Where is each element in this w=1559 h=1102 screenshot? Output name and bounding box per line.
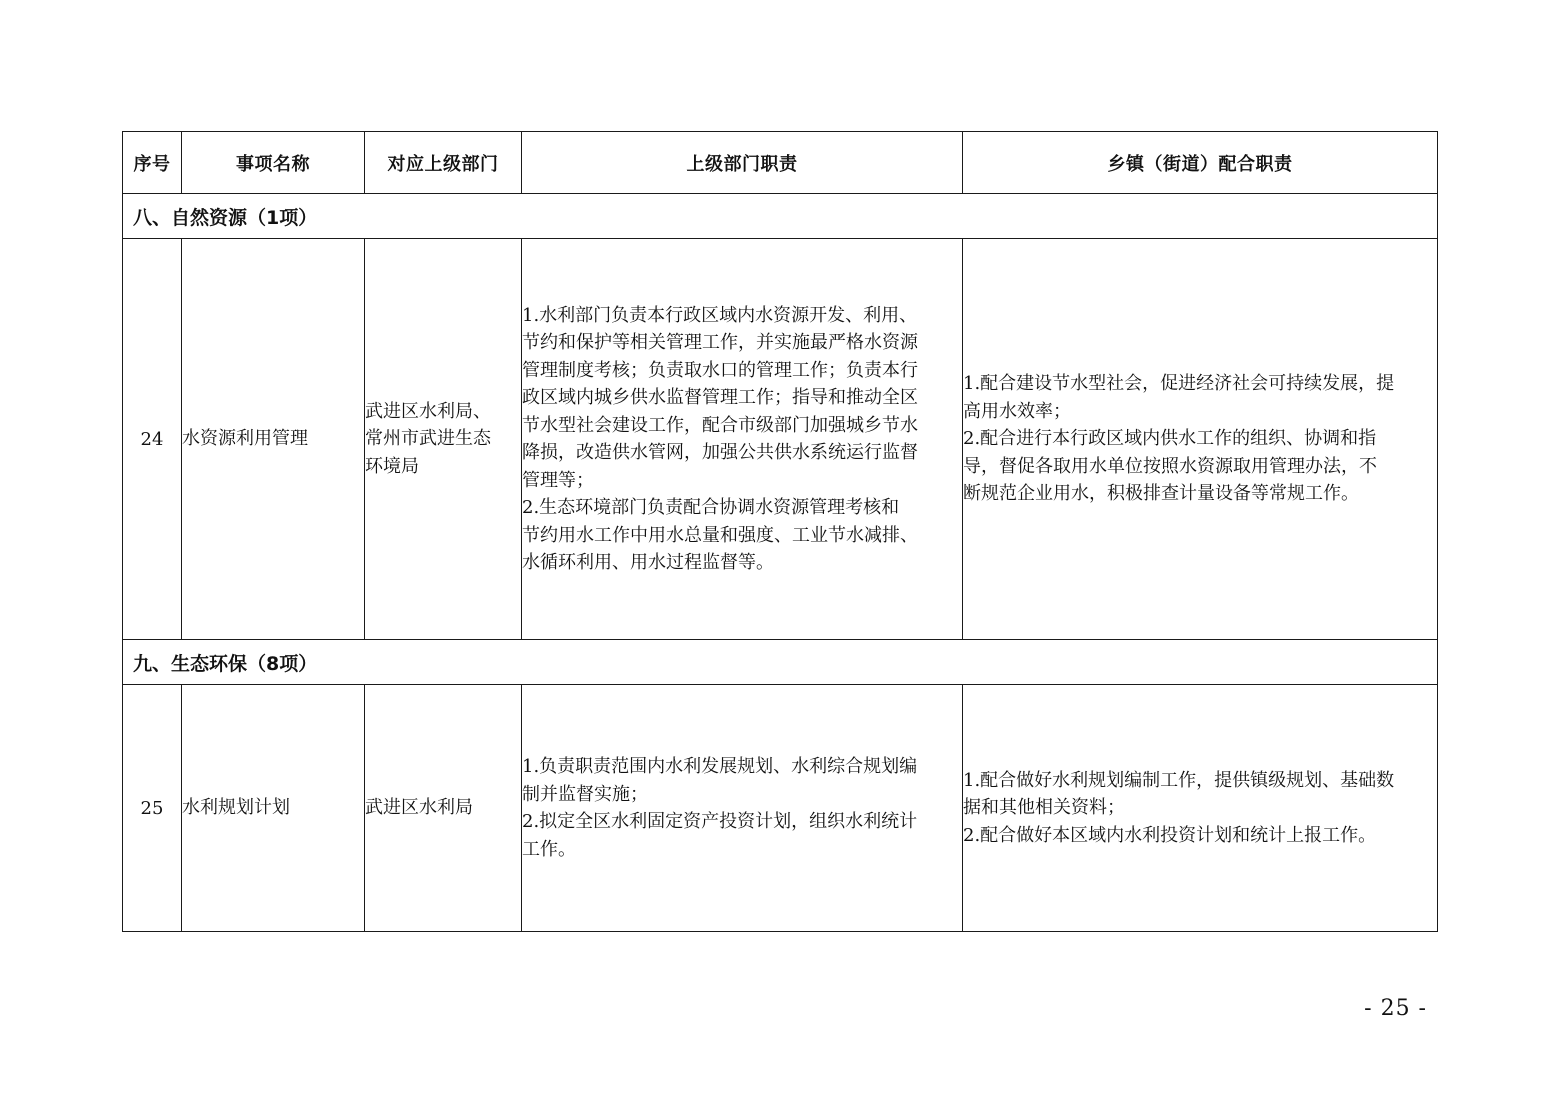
item-name: 水资源利用管理 (182, 239, 365, 640)
row-number: 25 (123, 685, 182, 932)
header-department: 对应上级部门 (365, 132, 522, 194)
department-line: 武进区水利局 (365, 797, 473, 819)
item-name: 水利规划计划 (182, 685, 365, 932)
table-row (123, 685, 1438, 932)
upper-duty-line: 管理制度考核；负责取水口的管理工作；负责本行 (522, 359, 918, 381)
table-row (123, 239, 1438, 640)
header-item-name: 事项名称 (182, 132, 365, 194)
upper-duty-line: 节水型社会建设工作，配合市级部门加强城乡节水 (522, 414, 918, 436)
upper-duty-line: 政区域内城乡供水监督管理工作；指导和推动全区 (522, 387, 918, 408)
page-number: - 25 - (1364, 996, 1427, 1021)
department (365, 239, 522, 640)
town-duty-line: 导，督促各取用水单位按照水资源取用管理办法，不 (963, 455, 1377, 477)
department (365, 685, 522, 932)
header-town-duty: 乡镇（街道）配合职责 (963, 132, 1438, 194)
upper-duty-line: 管理等； (522, 469, 594, 491)
section-row (123, 640, 1438, 685)
town-duty-line: 1.配合建设节水型社会，促进经济社会可持续发展，提 (963, 373, 1395, 395)
upper-duty (522, 239, 963, 640)
upper-duty-line: 1.负责职责范围内水利发展规划、水利综合规划编 (522, 756, 918, 777)
section-title: 九、生态环保（8项） (123, 640, 1438, 685)
upper-duty-line: 2.生态环境部门负责配合协调水资源管理考核和 (522, 497, 900, 518)
upper-duty-line: 2.拟定全区水利固定资产投资计划，组织水利统计 (522, 811, 918, 832)
town-duty (963, 685, 1438, 932)
department-line: 常州市武进生态 (365, 428, 491, 450)
upper-duty-line: 降损，改造供水管网，加强公共供水系统运行监督 (522, 442, 918, 463)
upper-duty-line: 工作。 (522, 838, 576, 860)
upper-duty-line: 1.水利部门负责本行政区域内水资源开发、利用、 (522, 304, 918, 326)
town-duty-line: 1.配合做好水利规划编制工作，提供镇级规划、基础数 (963, 769, 1395, 791)
section-row (123, 194, 1438, 239)
upper-duty (522, 685, 963, 932)
department-line: 武进区水利局、 (365, 400, 491, 422)
department-line: 环境局 (365, 455, 419, 477)
upper-duty-line: 制并监督实施； (522, 783, 648, 805)
row-number: 24 (123, 239, 182, 640)
section-title: 八、自然资源（1项） (123, 194, 1438, 239)
duty-table (122, 131, 1438, 932)
table-header-row (123, 132, 1438, 194)
town-duty (963, 239, 1438, 640)
town-duty-line: 2.配合进行本行政区域内供水工作的组织、协调和指 (963, 428, 1377, 450)
town-duty-line: 高用水效率； (963, 400, 1071, 422)
header-serial: 序号 (123, 132, 182, 194)
header-upper-duty: 上级部门职责 (522, 132, 963, 194)
town-duty-line: 2.配合做好本区域内水利投资计划和统计上报工作。 (963, 824, 1377, 846)
upper-duty-line: 节约用水工作中用水总量和强度、工业节水减排、 (522, 524, 918, 546)
town-duty-line: 断规范企业用水，积极排查计量设备等常规工作。 (963, 483, 1359, 505)
upper-duty-line: 节约和保护等相关管理工作，并实施最严格水资源 (522, 332, 918, 353)
upper-duty-line: 水循环利用、用水过程监督等。 (522, 552, 774, 573)
town-duty-line: 据和其他相关资料； (963, 797, 1125, 819)
